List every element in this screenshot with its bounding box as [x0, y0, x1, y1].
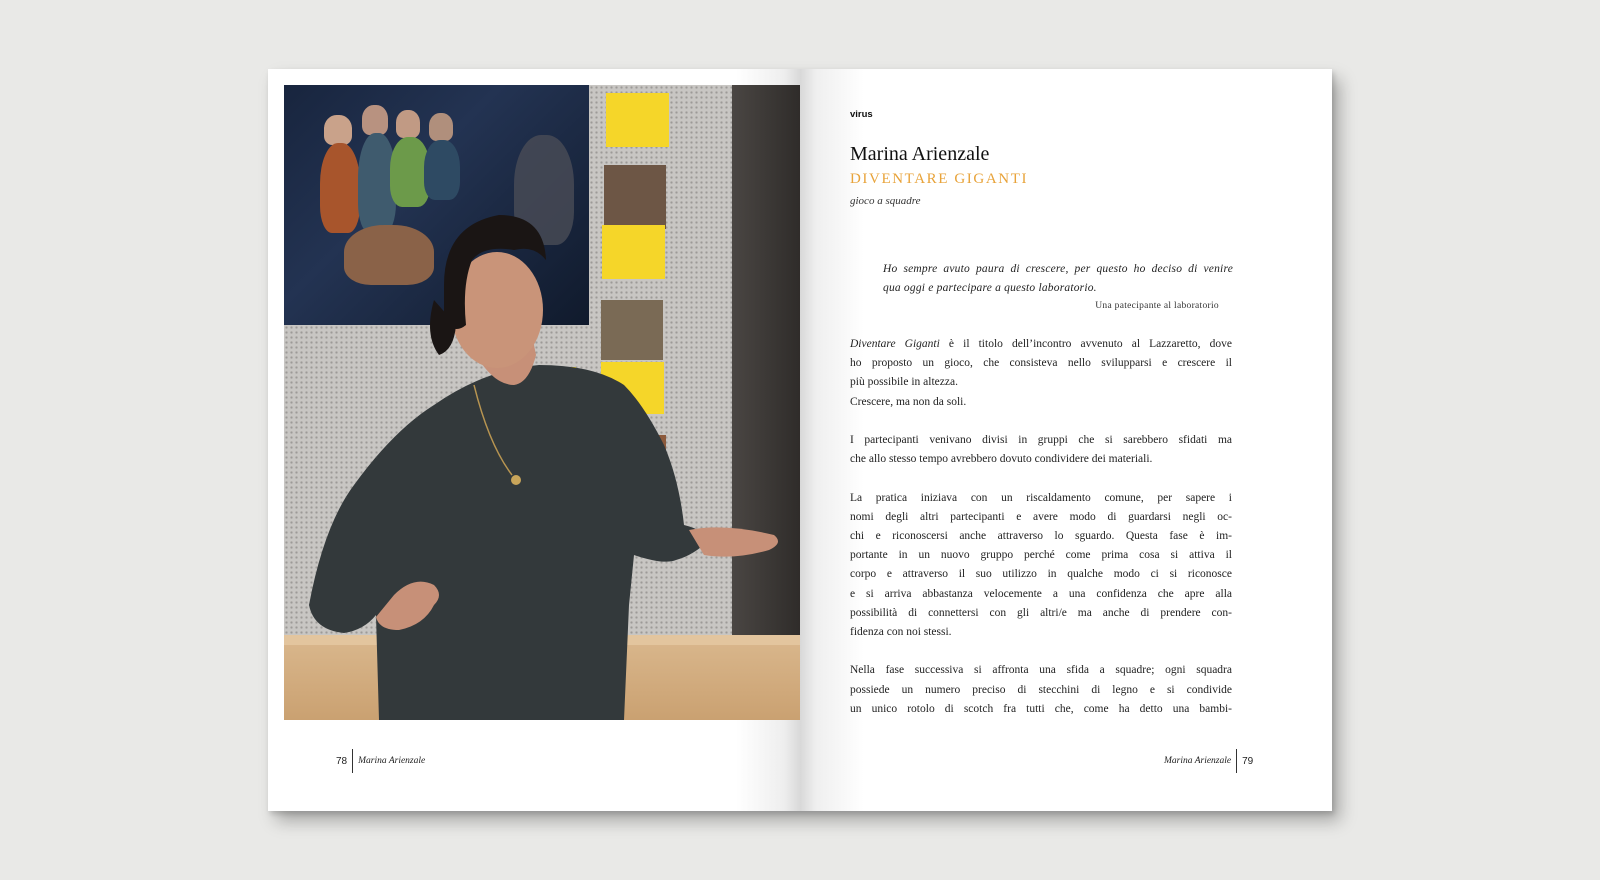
page-number: 78	[336, 755, 348, 767]
paragraph	[850, 661, 1232, 719]
text-line: più possibile in altezza.	[850, 376, 958, 389]
text-line: fidenza con noi stessi.	[850, 626, 952, 639]
running-head: Marina Arienzale	[1164, 756, 1232, 766]
paragraph	[850, 489, 1232, 643]
text-line: Crescere, ma non da soli.	[850, 395, 967, 408]
text-line: I partecipanti venivano divisi in gruppi che si sarebbero sfidati ma	[850, 434, 1232, 446]
folio-divider	[1236, 749, 1237, 773]
running-head: Marina Arienzale	[358, 756, 426, 766]
folio-divider	[352, 749, 353, 773]
epigraph-line: qua oggi e partecipare a questo laboratorio.	[883, 282, 1097, 294]
right-folio	[1164, 749, 1253, 773]
text-line: possiede un numero preciso di stecchini di legno e si condivide	[850, 683, 1232, 696]
text-line: portante in un nuovo gruppo perché come prima cosa si attiva il	[850, 549, 1232, 562]
page-number: 79	[1242, 755, 1254, 767]
right-page	[800, 69, 1332, 811]
chapter-title: DIVENTARE GIGANTI	[850, 171, 1029, 187]
text-line: Nella fase successiva si affronta una sfida a squadre; ogni squadra	[850, 664, 1232, 677]
text-line: La pratica iniziava con un riscaldamento comune, per sapere i	[850, 491, 1232, 504]
text-line: che allo stesso tempo avrebbero dovuto condividere dei materiali.	[850, 453, 1153, 466]
text-line: e si arriva abbastanza velocemente a una confidenza che apre alla	[850, 587, 1232, 600]
left-page	[268, 69, 800, 811]
chapter-genre: gioco a squadre	[850, 195, 921, 207]
speaker-photo	[284, 85, 800, 720]
author-name: Marina Arienzale	[850, 143, 990, 165]
text-line: nomi degli altri partecipanti e avere modo di guardarsi negli oc-	[850, 510, 1232, 523]
epigraph	[883, 260, 1233, 298]
paragraph	[850, 335, 1232, 412]
text-line: un unico rotolo di scotch fra tutti che, come ha detto una bambi-	[850, 702, 1232, 715]
left-folio	[336, 749, 425, 773]
speaker-figure	[284, 85, 800, 720]
italic-title: Diventare Giganti	[850, 338, 940, 350]
text-line: chi e riconoscersi anche attraverso lo sguardo. Questa fase è im-	[850, 530, 1232, 542]
text-line: possibilità di connettersi con gli altri/e ma anche di prendere con-	[850, 606, 1232, 619]
section-kicker: virus	[850, 109, 873, 120]
text-line: corpo e attraverso il suo utilizzo in qualche modo ci si riconosce	[850, 568, 1232, 581]
paragraph	[850, 431, 1232, 469]
text-line: ho proposto un gioco, che consisteva nello svilupparsi e crescere il	[850, 357, 1232, 370]
book-spread	[268, 69, 1332, 811]
text-line	[850, 335, 1232, 354]
body-text	[850, 335, 1232, 738]
text-run: è il titolo dell’incontro avvenuto al Lazzaretto, dove	[939, 338, 1233, 350]
epigraph-line: Ho sempre avuto paura di crescere, per questo ho deciso di venire	[883, 263, 1233, 275]
epigraph-source: Una patecipante al laboratorio	[1095, 301, 1219, 311]
